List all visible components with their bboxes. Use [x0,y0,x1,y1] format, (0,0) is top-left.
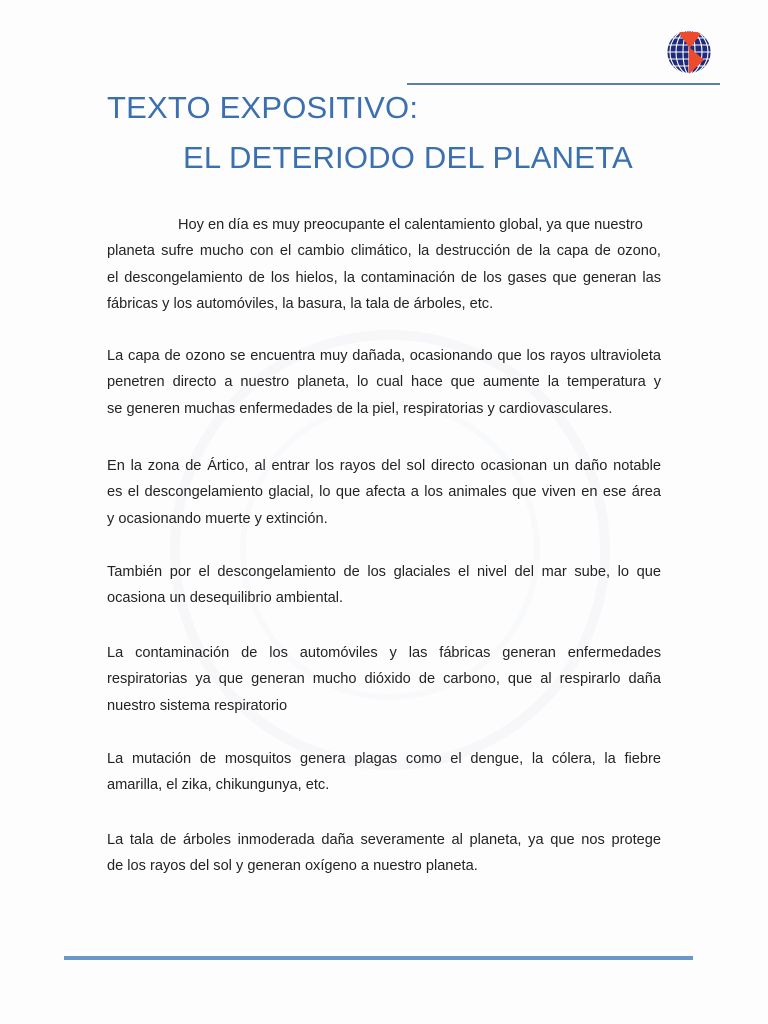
document-subtitle: EL DETERIODO DEL PLANETA [183,140,633,175]
globe-logo-icon [666,29,712,75]
paragraph-line: La contaminación de los automóviles y las fábricas generan enfermedades [107,645,661,661]
paragraph-line: respiratorias ya que generan mucho dióxido de carbono, que al respirarlo daña [107,671,661,688]
paragraph-pollution [107,640,661,719]
paragraph-line: es el descongelamiento glacial, lo que afecta a los animales que viven en ese área [107,484,661,501]
paragraph-line: ocasiona un desequilibrio ambiental. [107,590,344,607]
paragraph-line: La capa de ozono se encuentra muy dañada, ocasionando que los rayos ultravioleta [107,348,661,364]
paragraph-ozone [107,343,661,422]
paragraph-line: amarilla, el zika, chikungunya, etc. [107,777,330,794]
footer-rule [64,956,693,960]
paragraph-line: y ocasionando muerte y extinción. [107,510,328,527]
paragraph-line: fábricas y los automóviles, la basura, la tala de árboles, etc. [107,295,494,312]
paragraph-line: La tala de árboles inmoderada daña severamente al planeta, ya que nos protege [107,832,661,848]
paragraph-arctic [107,453,661,532]
paragraph-line: nuestro sistema respiratorio [107,697,288,714]
paragraph-line: de los rayos del sol y generan oxígeno a nuestro planeta. [107,858,478,875]
paragraph-intro [107,212,661,317]
document-title: TEXTO EXPOSITIVO: [107,90,419,125]
paragraph-line: La mutación de mosquitos genera plagas como el dengue, la cólera, la fiebre [107,751,661,767]
paragraph-line: penetren directo a nuestro planeta, lo cual hace que aumente la temperatura y [107,374,661,391]
paragraph-mosquitoes [107,746,661,799]
paragraph-sea-level [107,559,661,612]
paragraph-line: se generen muchas enfermedades de la piel, respiratorias y cardiovasculares. [107,400,613,417]
paragraph-deforestation [107,827,661,880]
paragraph-line: Hoy en día es muy preocupante el calentamiento global, ya que nuestro [178,217,643,233]
header-rule [407,83,720,85]
paragraph-line: También por el descongelamiento de los glaciales el nivel del mar sube, lo que [107,564,661,580]
paragraph-line: En la zona de Ártico, al entrar los rayos del sol directo ocasionan un daño notable [107,458,661,474]
paragraph-line: planeta sufre mucho con el cambio climático, la destrucción de la capa de ozono, [107,243,661,260]
paragraph-line: el descongelamiento de los hielos, la contaminación de los gases que generan las [107,269,661,286]
